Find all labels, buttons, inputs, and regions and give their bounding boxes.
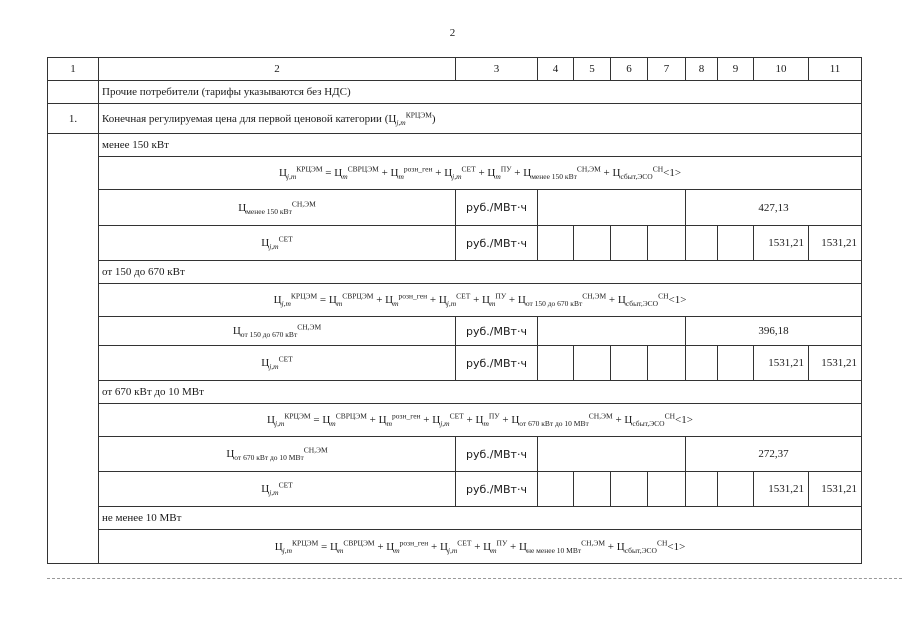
set-value: 1531,21	[809, 472, 862, 507]
header-col: 1	[48, 58, 99, 81]
unit: руб./МВт·ч	[456, 472, 538, 507]
set-row	[48, 226, 862, 261]
group-title: Прочие потребители (тарифы указываются без НДС)	[99, 81, 862, 104]
section-label: не менее 10 МВт	[99, 507, 862, 530]
section-label-row	[48, 261, 862, 284]
header-col: 2	[99, 58, 456, 81]
snem-row	[48, 190, 862, 226]
section-label: менее 150 кВт	[99, 134, 862, 157]
set-label: $Ц_{j,m}^{СЕТ}$	[99, 346, 456, 381]
header-col: 5	[574, 58, 611, 81]
set-value: 1531,21	[754, 226, 809, 261]
formula: $Ц_{j,m}^{КРЦЭМ} = Ц_m^{СВРЦЭМ} + Ц_m^{розн\_ген} + Ц_{j,m}^{СЕТ} + Ц_m^{ПУ} + Ц_{не менее 10 МВт}^{СН,ЭМ} + Ц_{сбыт,ЭСО}^{СН}<1>$	[99, 530, 862, 564]
item-row	[48, 104, 862, 134]
formula-row	[48, 530, 862, 564]
header-col: 8	[686, 58, 718, 81]
group-row	[48, 81, 862, 104]
tariff-table	[47, 57, 862, 564]
set-value: 1531,21	[754, 472, 809, 507]
unit: руб./МВт·ч	[456, 346, 538, 381]
item-title: Конечная регулируемая цена для первой ценовой категории $(Ц_{j,m}^{КРЦЭМ})$	[99, 104, 862, 134]
header-col: 10	[754, 58, 809, 81]
formula-row	[48, 284, 862, 317]
snem-value: 396,18	[686, 317, 862, 346]
set-value: 1531,21	[754, 346, 809, 381]
set-label: $Ц_{j,m}^{СЕТ}$	[99, 226, 456, 261]
formula: $Ц_{j,m}^{КРЦЭМ} = Ц_m^{СВРЦЭМ} + Ц_m^{розн\_ген} + Ц_{j,m}^{СЕТ} + Ц_m^{ПУ} + Ц_{от 670 кВт до 10 МВт}^{СН,ЭМ} + Ц_{сбыт,ЭСО}^{СН}<1>$	[99, 404, 862, 437]
formula: $Ц_{j,m}^{КРЦЭМ} = Ц_m^{СВРЦЭМ} + Ц_m^{розн\_ген} + Ц_{j,m}^{СЕТ} + Ц_m^{ПУ} + Ц_{от 150 до 670 кВт}^{СН,ЭМ} + Ц_{сбыт,ЭСО}^{СН}<1>$	[99, 284, 862, 317]
section-label-row	[48, 134, 862, 157]
set-value: 1531,21	[809, 226, 862, 261]
header-col: 6	[611, 58, 648, 81]
set-row	[48, 346, 862, 381]
header-col: 4	[538, 58, 574, 81]
header-col: 3	[456, 58, 538, 81]
formula-row	[48, 157, 862, 190]
snem-label: $Ц_{менее 150 кВт}^{СН,ЭМ}$	[99, 190, 456, 226]
section-label-row	[48, 507, 862, 530]
snem-value: 427,13	[686, 190, 862, 226]
section-label: от 670 кВт до 10 МВт	[99, 381, 862, 404]
formula: $Ц_{j,m}^{КРЦЭМ} = Ц_m^{СВРЦЭМ} + Ц_m^{розн\_ген} + Ц_{j,m}^{СЕТ} + Ц_m^{ПУ} + Ц_{менее 150 кВт}^{СН,ЭМ} + Ц_{сбыт,ЭСО}^{СН}<1>$	[99, 157, 862, 190]
header-col: 9	[718, 58, 754, 81]
formula-row	[48, 404, 862, 437]
set-value: 1531,21	[809, 346, 862, 381]
header-row	[48, 58, 862, 81]
section-label: от 150 до 670 кВт	[99, 261, 862, 284]
unit: руб./МВт·ч	[456, 190, 538, 226]
tariff-table-wrap	[47, 57, 861, 564]
set-row	[48, 472, 862, 507]
set-label: $Ц_{j,m}^{СЕТ}$	[99, 472, 456, 507]
snem-row	[48, 317, 862, 346]
snem-label: $Ц_{от 150 до 670 кВт}^{СН,ЭМ}$	[99, 317, 456, 346]
header-col: 11	[809, 58, 862, 81]
unit: руб./МВт·ч	[456, 317, 538, 346]
unit: руб./МВт·ч	[456, 437, 538, 472]
snem-value: 272,37	[686, 437, 862, 472]
snem-row	[48, 437, 862, 472]
page-bottom-rule	[47, 578, 902, 579]
snem-label: $Ц_{от 670 кВт до 10 МВт}^{СН,ЭМ}$	[99, 437, 456, 472]
item-number: 1.	[48, 104, 99, 134]
page-number: 2	[449, 27, 456, 39]
section-label-row	[48, 381, 862, 404]
unit: руб./МВт·ч	[456, 226, 538, 261]
header-col: 7	[648, 58, 686, 81]
